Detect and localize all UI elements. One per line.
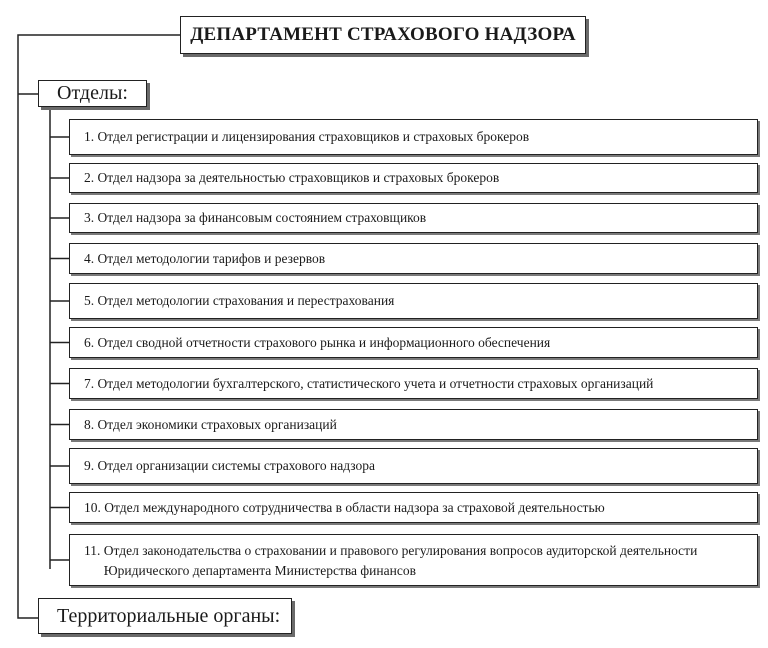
department-number: 3. [84, 210, 95, 225]
territorial-header-box [38, 598, 292, 634]
department-number: 9. [84, 458, 95, 473]
department-number: 6. [84, 334, 95, 350]
department-number: 2. [84, 170, 95, 185]
departments-header: Отделы: [57, 82, 128, 104]
department-number: 5. [84, 293, 95, 308]
department-box-8 [69, 409, 758, 440]
department-box-1 [69, 119, 758, 155]
department-box-11 [69, 534, 758, 586]
department-name: Отдел методологии страхования и перестрахования [97, 293, 395, 308]
department-name: Отдел методологии тарифов и резервов [97, 250, 326, 266]
department-name: Отдел методологии бухгалтерского, статистического учета и отчетности страховых организаций [97, 375, 654, 391]
department-name: Отдел сводной отчетности страхового рынка и информационного обеспечения [97, 334, 551, 350]
department-title-box [180, 16, 586, 54]
department-name: Отдел надзора за деятельностью страховщиков и страховых брокеров [97, 170, 500, 185]
department-box-2 [69, 163, 758, 193]
department-number: 7. [84, 375, 95, 391]
department-box-9 [69, 448, 758, 484]
department-name: Отдел законодательства о страховании и правового регулирования вопросов аудиторской деятельности Юридического департамента Министерства финансов [103, 543, 698, 578]
department-name: Отдел организации системы страхового надзора [97, 458, 376, 473]
department-box-3 [69, 203, 758, 233]
department-name: Отдел регистрации и лицензирования страховщиков и страховых брокеров [97, 129, 530, 144]
departments-header-box [38, 80, 147, 107]
department-box-4 [69, 243, 758, 274]
department-number: 4. [84, 250, 95, 266]
department-name: Отдел международного сотрудничества в области надзора за страховой деятельностью [104, 499, 605, 515]
department-number: 10. [84, 499, 101, 515]
department-box-6 [69, 327, 758, 358]
territorial-header: Территориальные органы: [57, 604, 281, 627]
department-number: 8. [84, 416, 95, 432]
department-name: Отдел надзора за финансовым состоянием страховщиков [97, 210, 427, 225]
department-name: Отдел экономики страховых организаций [97, 416, 337, 432]
department-box-5 [69, 283, 758, 319]
department-box-7 [69, 368, 758, 399]
department-box-10 [69, 492, 758, 523]
department-title: ДЕПАРТАМЕНТ СТРАХОВОГО НАДЗОРА [190, 24, 576, 45]
department-number: 11. [84, 543, 101, 558]
department-number: 1. [84, 129, 95, 144]
